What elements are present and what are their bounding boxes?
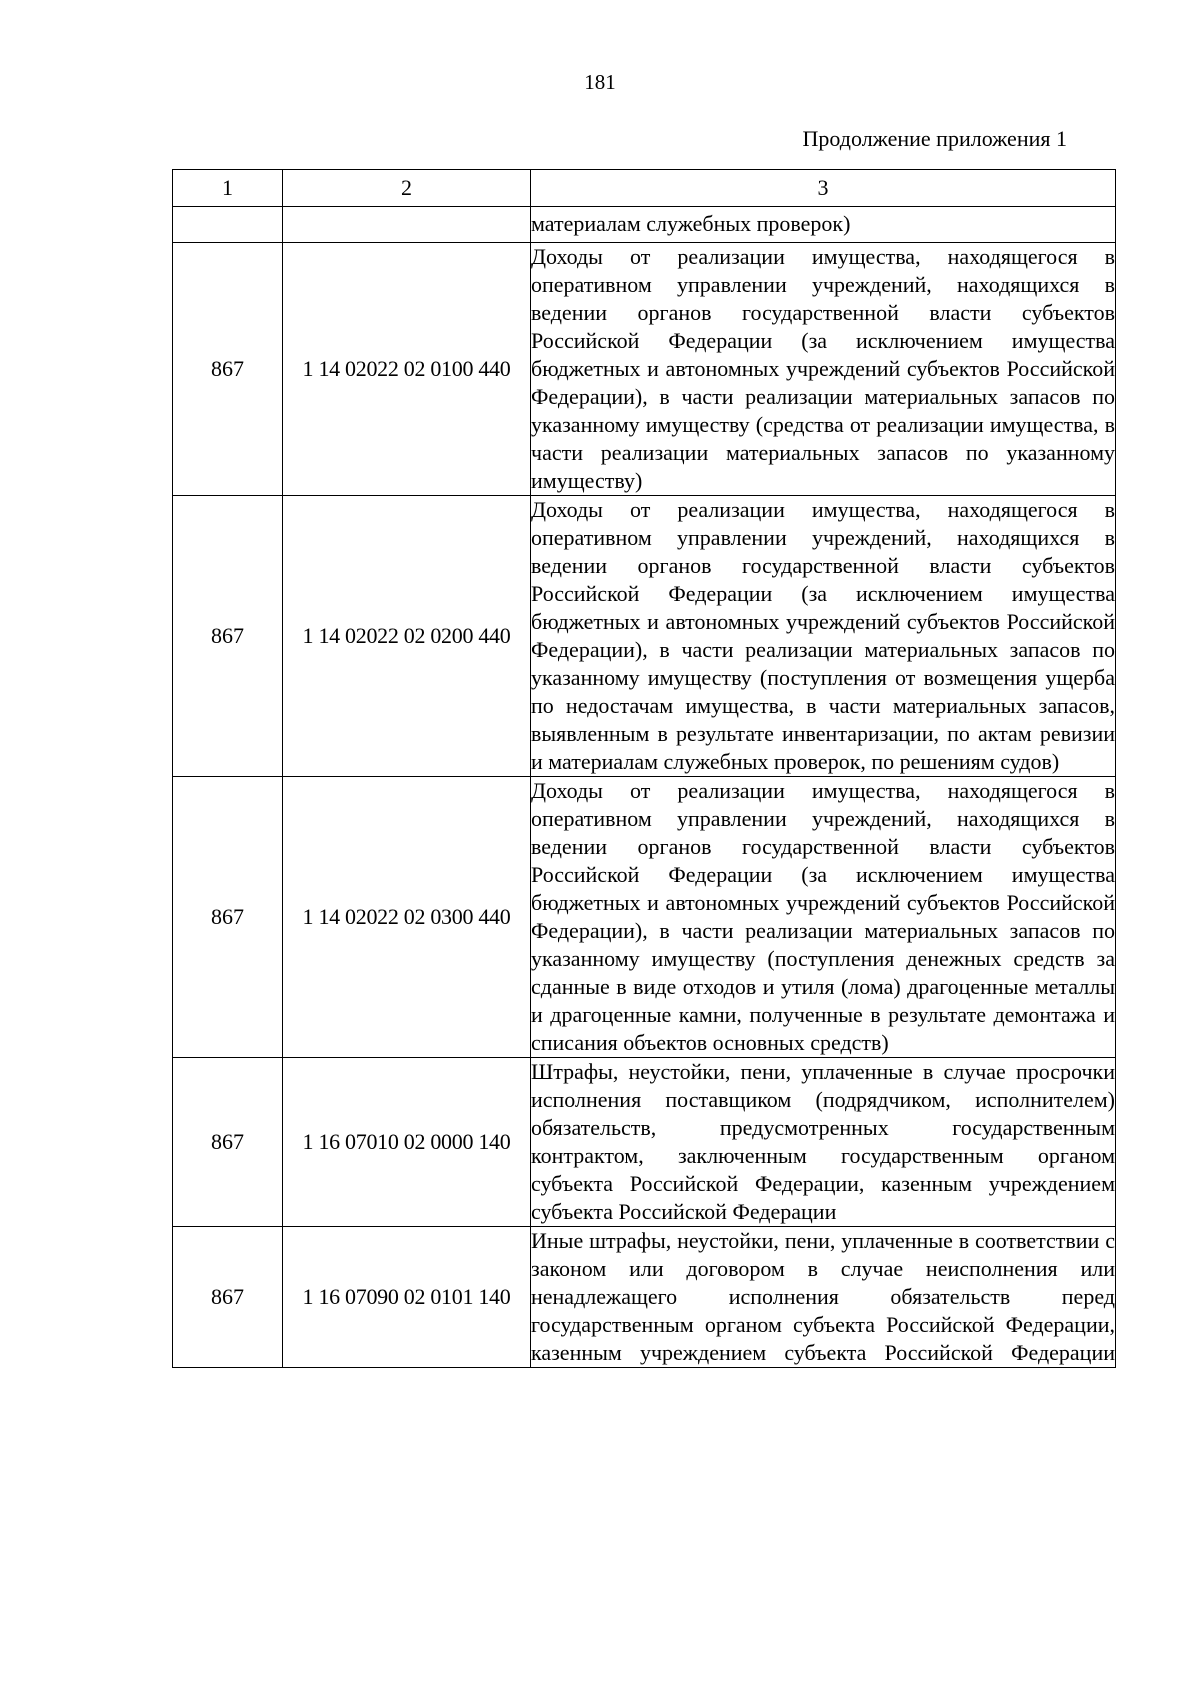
table-row xyxy=(173,1227,1116,1368)
table-row xyxy=(173,496,1116,777)
table-row xyxy=(173,777,1116,1058)
budget-code-cell: 1 16 07090 02 0101 140 xyxy=(283,1227,531,1368)
description-cell: Доходы от реализации имущества, находящегося в оперативном управлении учреждений, находящихся в ведении органов государственной власти субъектов Российской Федерации (за исключением имущества бюджетных и автономных учреждений субъектов Российской Федерации), в части реализации материальных запасов по указанному имуществу (поступления от возмещения ущерба по недостачам имущества, в части материальных запасов, выявленным в результате инвентаризации, по актам ревизии и материалам служебных проверок, по решениям судов) xyxy=(531,496,1116,777)
page-number: 181 xyxy=(584,70,616,94)
table-row xyxy=(173,1058,1116,1227)
header-col-1: 1 xyxy=(173,170,283,207)
table-row xyxy=(173,207,1116,243)
admin-code-cell xyxy=(173,207,283,243)
description-cell: Иные штрафы, неустойки, пени, уплаченные в соответствии с законом или договором в случае неисполнения или ненадлежащего исполнения обязательств перед государственным органом субъекта Российской Федерации, казенным учреждением субъекта Российской Федерации xyxy=(531,1227,1116,1368)
header-col-3: 3 xyxy=(531,170,1116,207)
admin-code-cell: 867 xyxy=(173,1227,283,1368)
header-col-2: 2 xyxy=(283,170,531,207)
description-cell: Доходы от реализации имущества, находящегося в оперативном управлении учреждений, находящихся в ведении органов государственной власти субъектов Российской Федерации (за исключением имущества бюджетных и автономных учреждений субъектов Российской Федерации), в части реализации материальных запасов по указанному имуществу (поступления денежных средств за сданные в виде отходов и утиля (лома) драгоценные металлы и драгоценные камни, полученные в результате демонтажа и списания объектов основных средств) xyxy=(531,777,1116,1058)
description-cell: материалам служебных проверок) xyxy=(531,207,1116,243)
admin-code-cell: 867 xyxy=(173,243,283,496)
admin-code-cell: 867 xyxy=(173,496,283,777)
budget-code-cell: 1 16 07010 02 0000 140 xyxy=(283,1058,531,1227)
description-cell: Доходы от реализации имущества, находящегося в оперативном управлении учреждений, находящихся в ведении органов государственной власти субъектов Российской Федерации (за исключением имущества бюджетных и автономных учреждений субъектов Российской Федерации), в части реализации материальных запасов по указанному имуществу (средства от реализации имущества, в части реализации материальных запасов по указанному имуществу) xyxy=(531,243,1116,496)
appendix-label: Продолжение приложения 1 xyxy=(802,126,1067,151)
admin-code-cell: 867 xyxy=(173,777,283,1058)
budget-code-cell xyxy=(283,207,531,243)
budget-code-cell: 1 14 02022 02 0100 440 xyxy=(283,243,531,496)
budget-code-cell: 1 14 02022 02 0200 440 xyxy=(283,496,531,777)
table-row xyxy=(173,243,1116,496)
table-header-row xyxy=(173,170,1116,207)
budget-code-cell: 1 14 02022 02 0300 440 xyxy=(283,777,531,1058)
revenue-codes-table xyxy=(172,169,1116,1368)
admin-code-cell: 867 xyxy=(173,1058,283,1227)
description-cell: Штрафы, неустойки, пени, уплаченные в случае просрочки исполнения поставщиком (подрядчиком, исполнителем) обязательств, предусмотренных государственным контрактом, заключенным государственным органом субъекта Российской Федерации, казенным учреждением субъекта Российской Федерации xyxy=(531,1058,1116,1227)
